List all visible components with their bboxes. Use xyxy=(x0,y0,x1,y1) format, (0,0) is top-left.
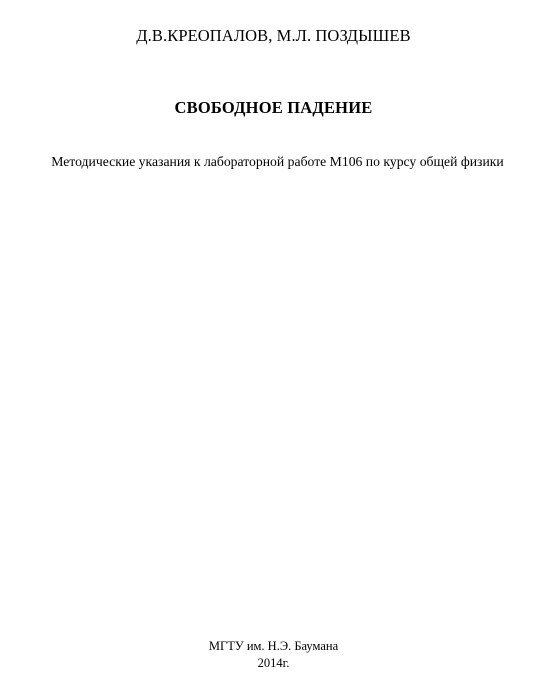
publisher-line: МГТУ им. Н.Э. Баумана xyxy=(208,639,339,653)
document-subtitle: Методические указания к лабораторной работе М106 по курсу общей физики xyxy=(51,154,504,169)
document-title: СВОБОДНОЕ ПАДЕНИЕ xyxy=(174,98,373,117)
year-line: 2014г. xyxy=(257,656,290,670)
authors-line: Д.В.КРЕОПАЛОВ, М.Л. ПОЗДЫШЕВ xyxy=(136,26,411,45)
